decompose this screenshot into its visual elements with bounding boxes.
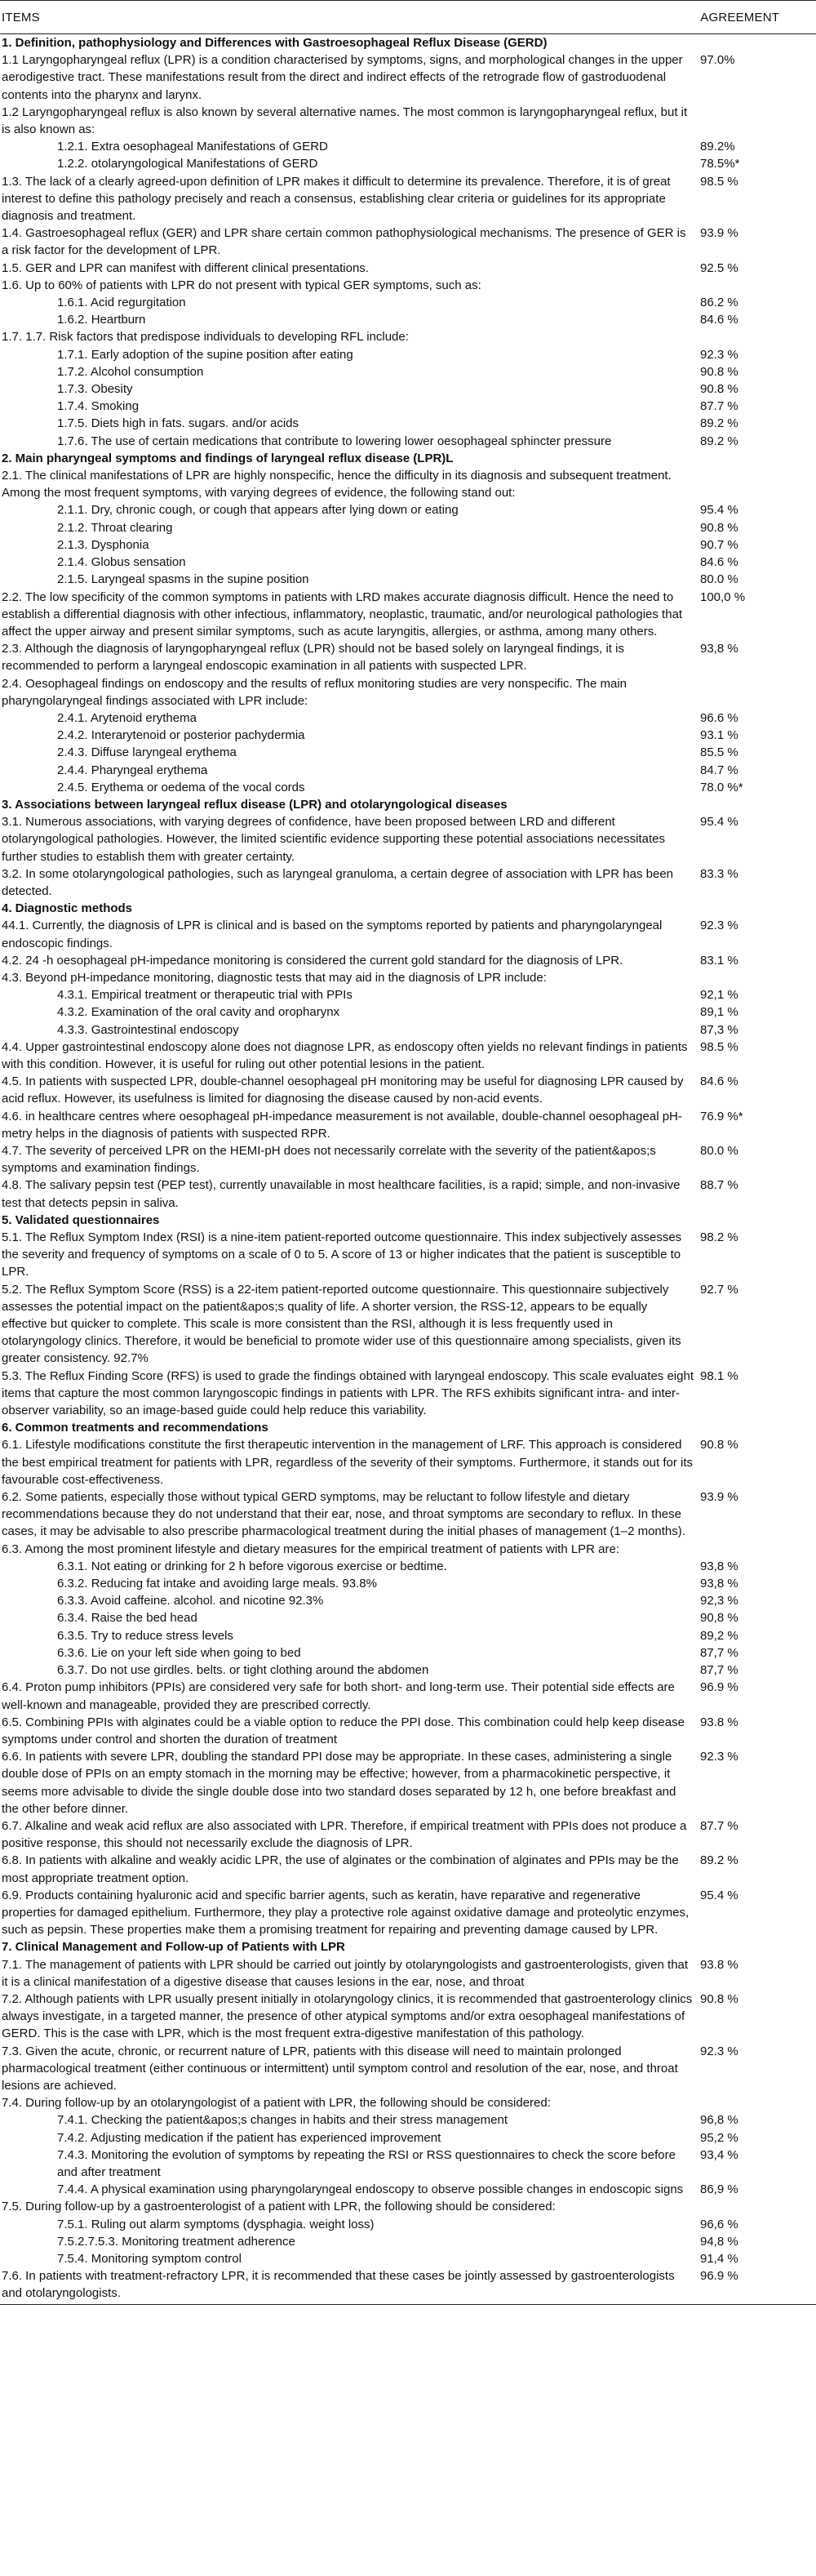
item-text: 6.3.4. Raise the bed head [57,1611,197,1626]
item-text: 4.3. Beyond pH-impedance monitoring, diagnostic tests that may aid in the diagnosis of LPR include: [2,970,547,985]
item-text: 6.3.1. Not eating or drinking for 2 h before vigorous exercise or bedtime. [57,1559,447,1573]
item-text: 3. Associations between laryngeal reflux disease (LPR) and otolaryngological diseases [2,797,508,812]
sub-item-row [0,2111,816,2129]
item-text: 1.4. Gastroesophageal reflux (GER) and LPR share certain common pathophysiological mechanisms. The presence of GER is a risk factor for the development of LPR. [2,226,686,258]
table-header [0,0,816,34]
item-text: 1.2.1. Extra oesophageal Manifestations of GERD [57,140,328,154]
sub-item-row [0,2181,816,2198]
item-text: 7.4.3. Monitoring the evolution of symptoms by repeating the RSI or RSS questionnaires to check the score before and after treatment [57,2147,676,2179]
item-row [0,969,816,986]
item-row [0,589,816,641]
item-text: 6.3.2. Reducing fat intake and avoiding large meals. 93.8% [57,1577,377,1591]
agreement-value: 89.2 % [700,434,738,448]
item-text: 4.2. 24 -h oesophageal pH-impedance monitoring is considered the current gold standard for the diagnosis of LPR. [2,953,623,968]
agreement-value: 86,9 % [700,2182,738,2197]
agreement-value: 89,1 % [700,1005,738,1020]
item-text: 7.5.4. Monitoring symptom control [57,2252,242,2266]
item-text: 7.4.1. Checking the patient&apos;s changes in habits and their stress management [57,2113,508,2128]
sub-item-row [0,1627,816,1644]
item-text: 1.1 Laryngopharyngeal reflux (LPR) is a condition characterised by symptoms, signs, and morphological changes in the upper aerodigestive tract. These manifestations result from the direct and indirect effects of the retrograde flow of gastroduodenal contents into the pharynx and larynx. [2,53,683,102]
item-text: 5. Validated questionnaires [2,1212,160,1227]
item-text: 6.8. In patients with alkaline and weakly acidic LPR, the use of alginates or the combination of alginates and PPIs may be the most appropriate treatment option. [2,1853,679,1885]
item-text: 4.3.3. Gastrointestinal endoscopy [57,1022,239,1037]
item-text: 2.4.5. Erythema or oedema of the vocal cords [57,780,305,794]
item-text: 4.7. The severity of perceived LPR on the HEMI-pH does not necessarily correlate with the severity of the patient&apos;s symptoms and examination findings. [2,1144,656,1176]
agreement-value: 92.3 % [700,2044,738,2058]
item-text: 4. Diagnostic methods [2,901,133,916]
agreement-value: 90.7 % [700,537,738,552]
agreement-value: 78.5%* [700,157,740,171]
agreement-value: 90.8 % [700,382,738,397]
item-text: 6.7. Alkaline and weak acid reflux are also associated with LPR. Therefore, if empirical treatment with PPIs does not produce a positive response, this should not necessarily exclude the diagnosis of LPR. [2,1818,687,1851]
sub-item-row [0,986,816,1003]
table-bottom-rule [0,2304,816,2305]
sub-item-row [0,2129,816,2147]
item-text: 4.5. In patients with suspected LPR, double-channel oesophageal pH monitoring may be useful for diagnosing LPR caused by acid reflux. However, its usefulness is limited for diagnosing the disease caused by non-acid events. [2,1074,684,1106]
item-row [0,1229,816,1281]
sub-item-row [0,294,816,311]
agreement-value: 92,1 % [700,988,738,1003]
item-row [0,2043,816,2095]
item-text: 3.1. Numerous associations, with varying degrees of confidence, have been proposed between LRD and different otolaryngological pathologies. However, the limited scientific evidence supporting these potential associations necessitates further studies to establish them with greater certainty. [2,815,665,864]
item-text: 7.3. Given the acute, chronic, or recurrent nature of LPR, patients with this disease will need to maintain prolonged pharmacological treatment (either continuous or intermittent) until symptom control and resolution of the ear, nose, and throat lesions are achieved. [2,2044,678,2093]
agreement-value: 96.9 % [700,2269,738,2284]
item-text: 6.3.5. Try to reduce stress levels [57,1628,233,1643]
item-row [0,1679,816,1713]
agreement-value: 89.2 % [700,416,738,431]
item-text: 7.6. In patients with treatment-refractory LPR, it is recommended that these cases be jointly assessed by gastroenterologists and otolaryngologists. [2,2269,675,2301]
sub-item-row [0,1592,816,1609]
agreement-value: 93,8 % [700,1559,738,1573]
item-row [0,1177,816,1211]
agreement-value: 80.0 % [700,1144,738,1158]
item-text: 1.6.2. Heartburn [57,313,146,327]
item-text: 6.4. Proton pump inhibitors (PPIs) are considered very safe for both short- and long-term use. Their potential side effects are well-known and manageable, provided they are prescribed correctly. [2,1680,675,1712]
sub-item-row [0,1644,816,1662]
item-text: 3.2. In some otolaryngological pathologies, such as laryngeal granuloma, a certain degree of association with LPR has been detected. [2,866,674,898]
item-text: 1.3. The lack of a clearly agreed-upon definition of LPR makes it difficult to determine its prevalence. Therefore, it is of great interest to define this pathology precisely and reach a consensus, establishing clear criteria or guidelines for its appropriate diagnosis and treatment. [2,174,671,224]
sub-item-row [0,433,816,450]
item-text: 2.3. Although the diagnosis of laryngopharyngeal reflux (LPR) should not be based solely on laryngeal findings, it is recommended to perform a laryngeal endoscopic examination in all patients with suspected LPR. [2,642,624,674]
section-heading-row [0,1212,816,1229]
item-text: 7.2. Although patients with LPR usually present initially in otolaryngology clinics, it is recommended that gastroenterology clinics always investigate, in a targeted manner, the presence of other atypical symptoms and/or extra oesophageal manifestations of GERD. This is the case with LPR, which is the most frequent extra-digestive manifestation of this pathology. [2,1991,693,2041]
item-row [0,1281,816,1368]
item-row [0,813,816,865]
agreement-value: 94,8 % [700,2234,738,2249]
sub-item-row [0,571,816,588]
item-text: 44.1. Currently, the diagnosis of LPR is clinical and is based on the symptoms reported by patients and pharyngolaryngeal endoscopic findings. [2,919,663,950]
agreement-value: 80.0 % [700,572,738,587]
agreement-value: 92,3 % [700,1594,738,1608]
item-row [0,1817,816,1852]
sub-item-row [0,762,816,779]
agreement-value: 93,8 % [700,642,738,656]
item-row [0,1108,816,1142]
item-text: 2.2. The low specificity of the common symptoms in patients with LRD makes accurate diagnosis difficult. Hence the need to establish a differential diagnosis with other infectious, inflammatory, neoplastic, traumatic, and/or neurological pathologies that affect the upper airway and present similar symptoms, such as acute laryngitis, allergies, or asthma, among many others. [2,589,683,638]
agreement-value: 90.8 % [700,1991,738,2006]
sub-item-row [0,1575,816,1592]
items-column-header: ITEMS [2,10,40,24]
item-row [0,1436,816,1488]
agreement-value: 98.1 % [700,1368,738,1383]
agreement-value: 98.5 % [700,1039,738,1054]
sub-item-row [0,363,816,380]
sub-item-row [0,536,816,554]
item-text: 2.4. Oesophageal findings on endoscopy and the results of reflux monitoring studies are very nonspecific. The main pharyngolaryngeal findings associated with LPR include: [2,676,628,708]
item-row [0,328,816,345]
item-row [0,277,816,294]
item-text: 7.4.2. Adjusting medication if the patient has experienced improvement [57,2130,441,2145]
item-text: 2.1.5. Laryngeal spasms in the supine position [57,572,309,587]
sub-item-row [0,380,816,398]
table-body [0,34,816,2302]
agreement-value: 95.4 % [700,503,738,518]
sub-item-row [0,415,816,432]
agreement-column-header: AGREEMENT [700,10,780,24]
item-text: 1.7.5. Diets high in fats. sugars. and/or acids [57,416,299,431]
agreement-value: 87,7 % [700,1663,738,1678]
item-row [0,51,816,104]
section-heading-row [0,34,816,51]
item-row [0,1887,816,1939]
agreement-value: 98.5 % [700,174,738,189]
sub-item-row [0,727,816,744]
agreement-value: 84.7 % [700,763,738,777]
agreement-value: 93.9 % [700,1490,738,1505]
item-row [0,225,816,259]
agreement-value: 76.9 %* [700,1109,743,1123]
item-row [0,104,816,138]
agreement-value: 92.3 % [700,347,738,362]
item-row [0,260,816,277]
item-text: 6.3.3. Avoid caffeine. alcohol. and nicotine 92.3% [57,1594,324,1608]
item-text: 1.2.2. otolaryngological Manifestations of GERD [57,157,318,171]
item-text: 7. Clinical Management and Follow-up of Patients with LPR [2,1940,345,1955]
sub-item-row [0,710,816,727]
agreement-value: 95,2 % [700,2130,738,2145]
item-text: 4.3.2. Examination of the oral cavity and oropharynx [57,1005,340,1020]
agreement-value: 88.7 % [700,1178,738,1193]
item-row [0,1748,816,1817]
sub-item-row [0,501,816,518]
item-row [0,865,816,900]
item-text: 7.4.4. A physical examination using pharyngolaryngeal endoscopy to observe possible changes in endoscopic signs [57,2182,684,2197]
section-heading-row [0,450,816,467]
item-row [0,1956,816,1991]
agreement-value: 84.6 % [700,1074,738,1089]
item-text: 6.1. Lifestyle modifications constitute the first therapeutic intervention in the management of LRF. This approach is considered the best empirical treatment for patients with LPR, regardless of the severity of their symptoms. Furthermore, it stands out for its favourable cost-effectiveness. [2,1438,694,1487]
agreement-value: 86.2 % [700,296,738,310]
sub-item-row [0,519,816,536]
agreement-value: 85.5 % [700,745,738,760]
agreement-value: 87,3 % [700,1022,738,1037]
item-text: 1. Definition, pathophysiology and Differences with Gastroesophageal Reflux Disease (GERD) [2,36,548,50]
item-row [0,2094,816,2111]
sub-item-row [0,2250,816,2267]
item-row [0,1368,816,1420]
sub-item-row [0,1558,816,1575]
sub-item-row [0,311,816,328]
item-text: 1.7.4. Smoking [57,399,140,414]
item-row [0,952,816,969]
item-row [0,1039,816,1073]
agreement-value: 92.3 % [700,1750,738,1764]
item-row [0,2267,816,2302]
item-row [0,640,816,674]
item-text: 1.6.1. Acid regurgitation [57,296,186,310]
item-text: 7.5.1. Ruling out alarm symptoms (dysphagia. weight loss) [57,2217,375,2231]
sub-item-row [0,1003,816,1021]
item-text: 2.1.2. Throat clearing [57,520,173,535]
agreement-value: 87,7 % [700,1645,738,1660]
item-row [0,1852,816,1886]
sub-item-row [0,2233,816,2250]
agreement-value: 90.8 % [700,364,738,379]
item-text: 1.7. 1.7. Risk factors that predispose individuals to developing RFL include: [2,330,409,345]
item-text: 6. Common treatments and recommendations [2,1421,268,1435]
section-heading-row [0,796,816,813]
agreement-value: 90,8 % [700,1611,738,1626]
agreement-value: 83.3 % [700,866,738,881]
item-text: 2.4.3. Diffuse laryngeal erythema [57,745,237,760]
item-text: 5.3. The Reflux Finding Score (RFS) is used to grade the findings obtained with laryngeal endoscopy. This scale evaluates eight items that capture the most common laryngoscopic findings in patients with LPR. The RFS exhibits significant intra- and inter-observer variability, so an image-based guide could help reduce this variability. [2,1368,694,1418]
item-text: 6.3.7. Do not use girdles. belts. or tight clothing around the abdomen [57,1663,429,1678]
sub-item-row [0,554,816,571]
item-text: 1.6. Up to 60% of patients with LPR do not present with typical GER symptoms, such as: [2,278,481,292]
sub-item-row [0,155,816,172]
item-text: 1.5. GER and LPR can manifest with different clinical presentations. [2,260,369,275]
agreement-value: 96.9 % [700,1680,738,1695]
item-row [0,467,816,501]
item-row [0,1714,816,1748]
item-text: 7.1. The management of patients with LPR should be carried out jointly by otolaryngologists and gastroenterologists, given that it is a clinical manifestation of a digestive disease that causes lesions in the ear, nose, and throat [2,1957,689,1989]
section-heading-row [0,1938,816,1955]
item-text: 2. Main pharyngeal symptoms and findings of laryngeal reflux disease (LPR)L [2,451,454,465]
item-row [0,2198,816,2215]
agreement-value: 97.0% [700,53,735,68]
agreement-value: 90.8 % [700,1438,738,1453]
agreement-value: 93.1 % [700,728,738,743]
item-text: 7.5.2.7.5.3. Monitoring treatment adherence [57,2234,295,2249]
sub-item-row [0,1662,816,1679]
item-row [0,1073,816,1107]
agreement-value: 96.6 % [700,710,738,725]
sub-item-row [0,2216,816,2233]
item-text: 7.5. During follow-up by a gastroenterologist of a patient with LPR, the following should be considered: [2,2200,556,2214]
agreement-value: 96,8 % [700,2113,738,2128]
item-text: 6.5. Combining PPIs with alginates could be a viable option to reduce the PPI dose. This combination could help keep disease symptoms under control and shorten the duration of treatment [2,1715,685,1746]
item-text: 2.4.2. Interarytenoid or posterior pachydermia [57,728,305,743]
item-row [0,1488,816,1541]
item-text: 2.1.4. Globus sensation [57,555,186,570]
item-text: 5.2. The Reflux Symptom Score (RSS) is a 22-item patient-reported outcome questionnaire. This questionnaire subjectively assesses the potential impact on the patient&apos;s quality of life. A shorter version, the RSS-12, appears to be equally effective but quicker to complete. This scale is more consistent than the RSI, although it is less frequently used in otolaryngology clinics. Therefore, it would be beneficial to promote wider use of this questionnaire among specialists, given its greater consistency. 92.7% [2,1282,681,1366]
agreement-value: 96,6 % [700,2217,738,2231]
item-text: 2.4.1. Arytenoid erythema [57,710,197,725]
agreement-value: 89.2 % [700,1853,738,1868]
sub-item-row [0,346,816,363]
item-text: 2.1.3. Dysphonia [57,537,149,552]
section-heading-row [0,1419,816,1436]
agreement-value: 87.7 % [700,1818,738,1833]
agreement-value: 95.4 % [700,1888,738,1902]
agreement-value: 89.2% [700,140,735,154]
sub-item-row [0,1609,816,1626]
item-text: 6.3.6. Lie on your left side when going to bed [57,1645,301,1660]
agreement-value: 92.5 % [700,260,738,275]
sub-item-row [0,1021,816,1039]
item-row [0,1991,816,2043]
item-text: 1.7.3. Obesity [57,382,133,397]
sub-item-row [0,2147,816,2181]
item-row [0,917,816,951]
item-text: 4.3.1. Empirical treatment or therapeutic trial with PPIs [57,988,353,1003]
item-row [0,1541,816,1558]
agreement-value: 87.7 % [700,399,738,414]
item-text: 1.7.1. Early adoption of the supine position after eating [57,347,353,362]
item-text: 6.3. Among the most prominent lifestyle and dietary measures for the empirical treatment of patients with LPR are: [2,1542,620,1556]
agreement-value: 98.2 % [700,1230,738,1245]
item-text: 1.7.6. The use of certain medications that contribute to lowering lower oesophageal sphincter pressure [57,434,612,448]
item-text: 2.1.1. Dry, chronic cough, or cough that appears after lying down or eating [57,503,459,518]
agreement-value: 93.8 % [700,1715,738,1729]
agreement-value: 92.7 % [700,1282,738,1297]
item-text: 2.1. The clinical manifestations of LPR are highly nonspecific, hence the difficulty in its diagnosis and subsequent treatment. Among the most frequent symptoms, with varying degrees of evidence, the following stand out: [2,469,672,501]
agreement-value: 91,4 % [700,2252,738,2266]
item-row [0,1142,816,1177]
sub-item-row [0,398,816,415]
item-text: 4.4. Upper gastrointestinal endoscopy alone does not diagnose LPR, as endoscopy often yields no relevant findings in patients with this condition. However, it is useful for ruling out other potential lesions in the patient. [2,1039,688,1071]
item-text: 6.6. In patients with severe LPR, doubling the standard PPI dose may be appropriate. In these cases, administering a single double dose of PPIs on an empty stomach in the morning may be effective; however, from a pharmacokinetic perspective, it seems more advisable to divide the single double dose into two standard doses separated by 12 h, one before breakfast and the other before dinner. [2,1750,676,1816]
agreement-value: 89,2 % [700,1628,738,1643]
item-text: 7.4. During follow-up by an otolaryngologist of a patient with LPR, the following should be considered: [2,2096,551,2111]
agreement-value: 93.8 % [700,1957,738,1972]
item-text: 4.8. The salivary pepsin test (PEP test), currently unavailable in most healthcare facilities, is a rapid; simple, and non-invasive test that detects pepsin in saliva. [2,1178,681,1210]
agreement-value: 90.8 % [700,520,738,535]
agreement-value: 93,4 % [700,2147,738,2162]
sub-item-row [0,744,816,761]
sub-item-row [0,779,816,796]
agreement-value: 84.6 % [700,313,738,327]
agreement-value: 84.6 % [700,555,738,570]
agreement-value: 83.1 % [700,953,738,968]
section-heading-row [0,900,816,917]
item-text: 1.2 Laryngopharyngeal reflux is also known by several alternative names. The most common is laryngopharyngeal reflux, but it is also known as: [2,105,688,137]
item-row [0,173,816,225]
item-text: 1.7.2. Alcohol consumption [57,364,204,379]
agreement-value: 95.4 % [700,815,738,830]
item-text: 2.4.4. Pharyngeal erythema [57,763,208,777]
sub-item-row [0,138,816,155]
item-text: 6.2. Some patients, especially those without typical GERD symptoms, may be reluctant to follow lifestyle and dietary recommendations because they do not understand that their ear, nose, and throat symptoms are secondary to reflux. In these cases, it may be advisable to also prescribe pharmacological treatment during the initial phases of management (1–2 months). [2,1490,685,1539]
agreement-value: 100,0 % [700,589,746,604]
item-text: 4.6. in healthcare centres where oesophageal pH-impedance measurement is not available, double-channel oesophageal pH-metry helps in the diagnosis of patients with suspected RPR. [2,1109,682,1141]
agreement-value: 93,8 % [700,1577,738,1591]
item-text: 6.9. Products containing hyaluronic acid and specific barrier agents, such as keratin, have reparative and regenerative properties for damaged epithelium. Furthermore, they play a protective role against oxidative damage and proteolytic enzymes, such as pepsin. These properties make them a promising treatment for repairing and preventing damage caused by LPR. [2,1888,690,1938]
item-text: 5.1. The Reflux Symptom Index (RSI) is a nine-item patient-reported outcome questionnaire. This index subjectively assesses the severity and frequency of symptoms on a scale of 0 to 5. A score of 13 or higher indicates that the patient is susceptible to LPR. [2,1230,682,1279]
agreement-value: 93.9 % [700,226,738,241]
agreement-value: 78.0 %* [700,780,743,794]
agreement-value: 92.3 % [700,919,738,933]
item-row [0,675,816,710]
